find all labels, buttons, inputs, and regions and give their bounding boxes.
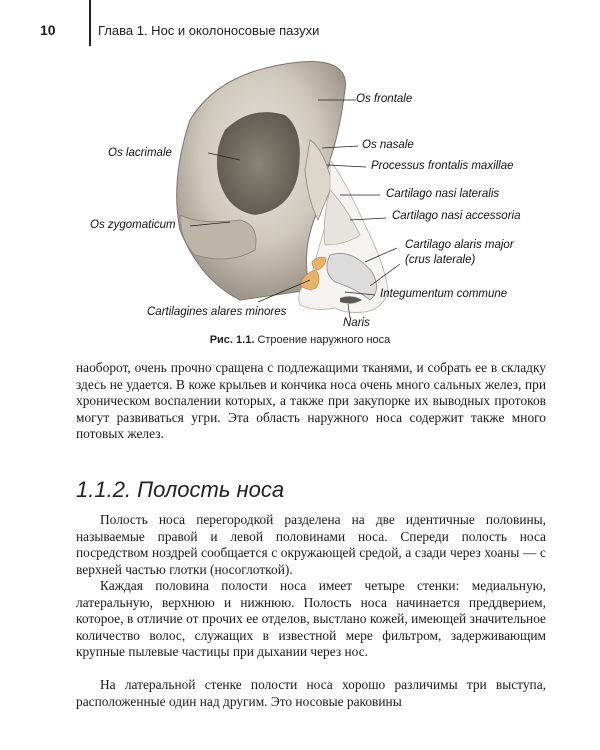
label-os-nasale: Os nasale (362, 139, 414, 151)
label-integumentum: Integumentum commune (380, 288, 508, 300)
header-divider (89, 0, 91, 46)
label-os-frontale: Os frontale (356, 93, 413, 105)
figure-number: Рис. 1.1. (209, 334, 255, 346)
label-cartilago-lateralis: Cartilago nasi lateralis (386, 188, 500, 200)
section-heading: 1.1.2. Полость носа (76, 477, 285, 502)
label-os-lacrimale: Os lacrimale (108, 147, 172, 159)
label-processus-frontalis: Processus frontalis maxillae (371, 160, 514, 172)
nose-illustration (0, 50, 600, 340)
chapter-title: Глава 1. Нос и околоносовые пазухи (98, 23, 320, 38)
figure-caption (0, 334, 600, 346)
label-crus-laterale: (crus laterale) (405, 254, 476, 266)
body-paragraph: Каждая половина полости носа имеет четыре стенки: медиальную, латеральную, верхнюю и нижнюю. Полость носа начинается преддверием, которое, в отличие от прочих ее отделов, выстлано кожей, имеющей значительное количество волос, служащих в известной мере фильтром, задерживающим крупные пылевые частицы при дыхании через нос. (76, 578, 546, 660)
page-number: 10 (40, 22, 56, 38)
label-cartilago-alaris-major: Cartilago alaris major (405, 239, 514, 251)
figure-caption-text: Строение наружного носа (257, 334, 391, 346)
body-paragraph: Полость носа перегородкой разделена на две идентичные половины, называемые правой и левой половинами носа. Спереди полость носа посредством ноздрей сообщается с окружающей средой, а сзади через хоаны — с верхней частью глотки (носоглоткой). (76, 512, 546, 577)
label-cartilagines-minores: Cartilagines alares minores (147, 306, 287, 318)
label-os-zygomaticum: Os zygomaticum (90, 219, 176, 231)
body-paragraph: На латеральной стенке полости носа хорошо различимы три выступа, расположенные один над другим. Это носовые раковины (76, 677, 546, 709)
label-naris: Naris (343, 317, 370, 329)
anatomy-figure (0, 50, 600, 340)
body-paragraph: наоборот, очень прочно сращена с подлежащими тканями, и собрать ее в складку здесь не удается. В коже крыльев и кончика носа очень много сальных желез, при хроническом воспалении которых, а также при закупорке их выводных протоков могут развиваться угри. Эта область наружного носа содержит также много потовых желез. (76, 360, 546, 442)
label-cartilago-accessoria: Cartilago nasi accessoria (392, 210, 521, 222)
